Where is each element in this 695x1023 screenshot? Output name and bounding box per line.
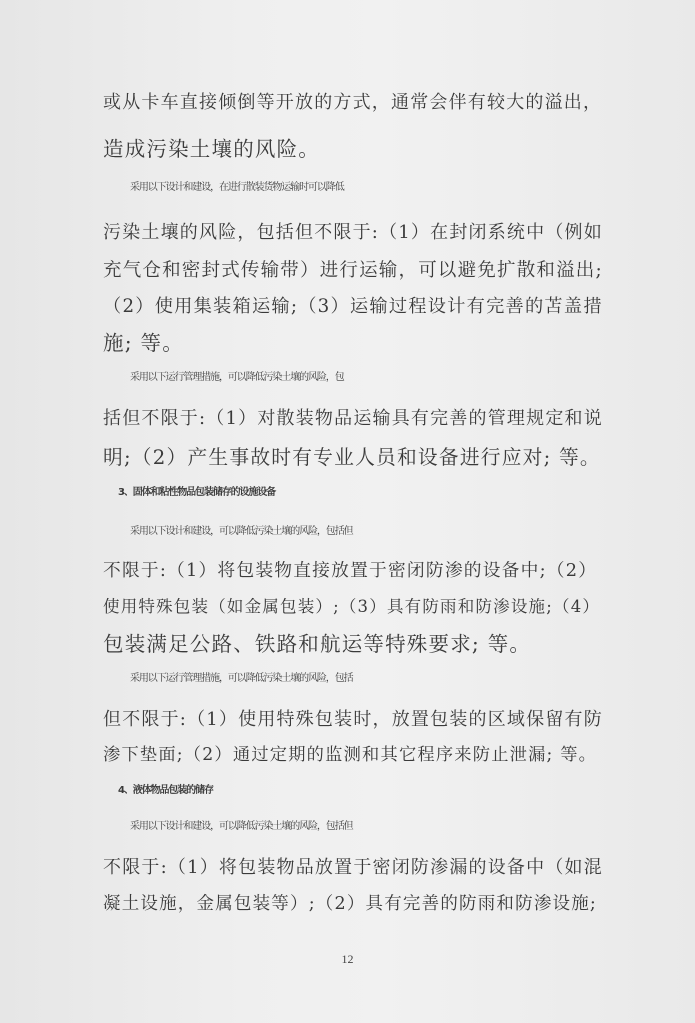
text-line: 不限于:（1）将包装物直接放置于密闭防渗的设备中;（2）	[103, 561, 598, 581]
text-line: 造成污染土壤的风险。	[103, 137, 320, 161]
text-line: 但不限于:（1）使用特殊包装时，放置包装的区域保留有防	[103, 709, 603, 730]
text-line: 污染土壤的风险，包括但不限于:（1）在封闭系统中（例如	[103, 222, 603, 243]
paragraph-start: 采用以下运行管理措施，可以降低污染土壤的风险，包括	[130, 673, 353, 684]
paragraph-start: 采用以下运行管理措施，可以降低污染土壤的风险，包	[130, 372, 344, 383]
text-line: 括但不限于:（1）对散装物品运输具有完善的管理规定和说	[103, 408, 603, 429]
paragraph-start: 采用以下设计和建设，可以降低污染土壤的风险，包括但	[130, 821, 353, 832]
section-heading: 3、固体和粘性物品包装储存的设施设备	[118, 487, 276, 498]
paragraph-start: 采用以下设计和建设，可以降低污染土壤的风险，包括但	[130, 526, 353, 537]
text-line: 渗下垫面;（2）通过定期的监测和其它程序来防止泄漏; 等。	[103, 745, 598, 765]
text-line: 或从卡车直接倾倒等开放的方式，通常会伴有较大的溢出，	[103, 92, 603, 113]
text-line: 包装满足公路、铁路和航运等特殊要求; 等。	[103, 632, 532, 656]
text-line: 施; 等。	[103, 331, 184, 355]
page-number: 12	[341, 952, 354, 966]
paragraph-start: 采用以下设计和建设，在进行散装货物运输时可以降低	[130, 182, 344, 193]
text-line: （2）使用集装箱运输;（3）运输过程设计有完善的苫盖措	[103, 296, 603, 317]
text-line: 充气仓和密封式传输带）进行运输，可以避免扩散和溢出;	[103, 260, 603, 281]
text-line: 明;（2）产生事故时有专业人员和设备进行应对; 等。	[103, 446, 601, 469]
text-line: 不限于:（1）将包装物品放置于密闭防渗漏的设备中（如混	[103, 857, 603, 878]
section-heading: 4、液体物品包装的储存	[118, 785, 213, 796]
text-line: 凝土设施，金属包装等）;（2）具有完善的防雨和防渗设施;	[103, 894, 598, 914]
text-line: 使用特殊包装（如金属包装）;（3）具有防雨和防渗设施;（4）	[103, 597, 601, 616]
